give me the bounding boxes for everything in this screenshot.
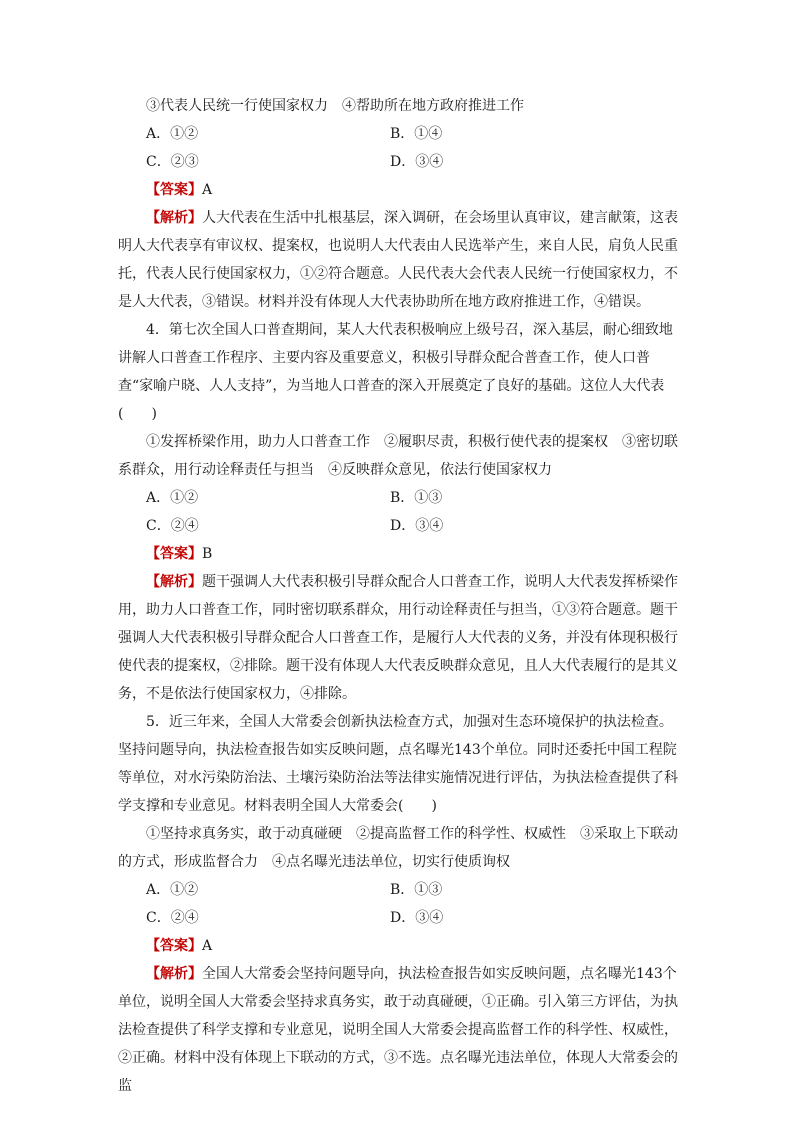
answer-tag: 【答案】 <box>146 182 202 198</box>
option-a: A．①② <box>146 490 199 506</box>
analysis-text: 全国人大常委会坚持问题导向，执法检查报告如实反映问题，点名曝光143个单位，说明全国人大常委会坚持求真务实，敢于动真碰硬，①正确。引入第三方评估，为执法检查提供了科学支撑和专业意见，说明全国人大常委会提高监督工作的科学性、权威性，②正确。材料中没有体现上下联动的方式，③不选。点名曝光违法单位，体现人大常委会的监 <box>118 966 678 1094</box>
answer-value: A <box>202 182 213 198</box>
analysis-paragraph <box>118 960 678 1100</box>
option-row <box>118 120 678 148</box>
answer-line <box>118 540 678 568</box>
analysis-tag: 【解析】 <box>146 966 202 982</box>
answer-line <box>118 176 678 204</box>
answer-value: A <box>202 938 213 954</box>
option-row <box>118 876 678 904</box>
option-d: D．③④ <box>390 154 444 170</box>
analysis-tag: 【解析】 <box>146 574 202 590</box>
option-c: C．②④ <box>146 910 199 926</box>
option-row <box>118 512 678 540</box>
option-row <box>118 148 678 176</box>
question-stem: 4．第七次全国人口普查期间，某人大代表积极响应上级号召，深入基层，耐心细致地讲解人口普查工作程序、主要内容及重要意义，积极引导群众配合普查工作，使人口普查“家喻户晓、人人支持”，为当地人口普查的深入开展奠定了良好的基础。这位人大代表( ) <box>118 322 673 422</box>
option-row <box>118 904 678 932</box>
answer-value: B <box>202 546 213 562</box>
analysis-text: 题干强调人大代表积极引导群众配合人口普查工作，说明人大代表发挥桥梁作用，助力人口普查工作，同时密切联系群众，用行动诠释责任与担当，①③符合题意。题干强调人大代表积极引导群众配合人口普查工作，是履行人大代表的义务，并没有体现积极行使代表的提案权，②排除。题干没有体现人大代表反映群众意见，且人大代表履行的是其义务，不是依法行使国家权力，④排除。 <box>118 574 678 702</box>
option-b: B．①③ <box>390 490 443 506</box>
option-a: A．①② <box>146 126 199 142</box>
question-stem: 5．近三年来，全国人大常委会创新执法检查方式，加强对生态环境保护的执法检查。坚持问题导向，执法检查报告如实反映问题，点名曝光143个单位。同时还委托中国工程院等单位，对水污染防治法、土壤污染防治法等法律实施情况进行评估，为执法检查提供了科学支撑和专业意见。材料表明全国人大常委会( ) <box>118 714 678 814</box>
analysis-paragraph <box>118 204 678 316</box>
option-d: D．③④ <box>390 518 444 534</box>
statement-list: ①坚持求真务实，敢于动真碰硬 ②提高监督工作的科学性、权威性 ③采取上下联动的方式，形成监督合力 ④点名曝光违法单位，切实行使质询权 <box>118 826 678 870</box>
option-b: B．①④ <box>390 126 443 142</box>
option-c: C．②④ <box>146 518 199 534</box>
option-b: B．①③ <box>390 882 443 898</box>
analysis-tag: 【解析】 <box>146 210 202 226</box>
answer-line <box>118 932 678 960</box>
statement-list: ①发挥桥梁作用，助力人口普查工作 ②履职尽责，积极行使代表的提案权 ③密切联系群众，用行动诠释责任与担当 ④反映群众意见，依法行使国家权力 <box>118 434 678 478</box>
option-row <box>118 484 678 512</box>
analysis-paragraph <box>118 568 678 708</box>
option-d: D．③④ <box>390 910 444 926</box>
option-a: A．①② <box>146 882 199 898</box>
analysis-text: 人大代表在生活中扎根基层，深入调研，在会场里认真审议，建言献策，这表明人大代表享有审议权、提案权，也说明人大代表由人民选举产生，来自人民，肩负人民重托，代表人民行使国家权力，①②符合题意。人民代表大会代表人民统一行使国家权力，不是人大代表，③错误。材料并没有体现人大代表协助所在地方政府推进工作，④错误。 <box>118 210 678 310</box>
answer-tag: 【答案】 <box>146 546 202 562</box>
option-c: C．②③ <box>146 154 199 170</box>
statement-list: ③代表人民统一行使国家权力 ④帮助所在地方政府推进工作 <box>146 98 524 114</box>
document-content <box>118 92 678 1100</box>
answer-tag: 【答案】 <box>146 938 202 954</box>
